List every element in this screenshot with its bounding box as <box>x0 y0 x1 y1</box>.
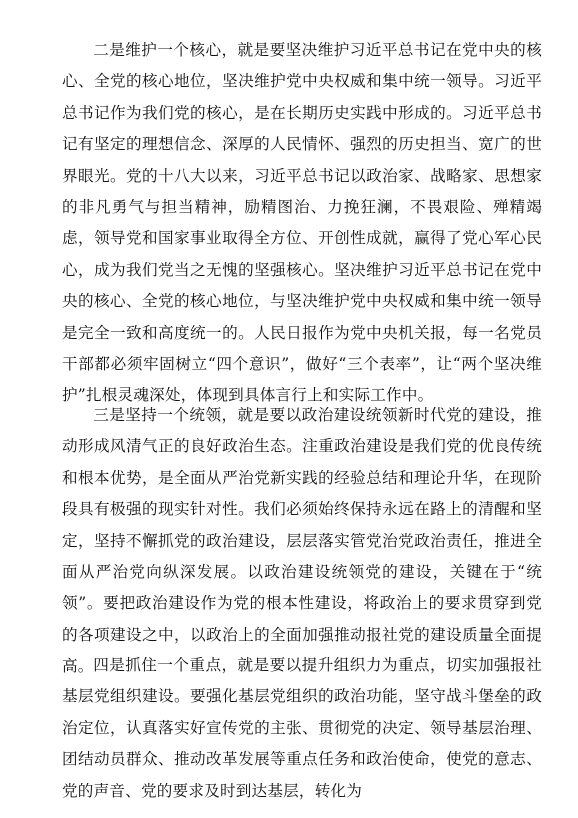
paragraph-grassroots-organization: 四是抓住一个重点，就是要以提升组织力为重点，切实加强报社基层党组织建设。要强化基层党组织的政治功能，坚守战斗堡垒的政治定位，认真落实好宣传党的主张、贯彻党的决定、领导基层治理、团结动员群众、推动改革发展等重点任务和政治使命，使党的意志、党的声音、党的要求及时到达基层，转化为 <box>62 656 542 800</box>
paragraph-maintain-core: 二是维护一个核心，就是要坚决维护习近平总书记在党中央的核心、全党的核心地位，坚决维护党中央权威和集中统一领导。习近平总书记作为我们党的核心，是在长期历史实践中形成的。习近平总书记有坚定的理想信念、深厚的人民情怀、强烈的历史担当、宽广的世界眼光。党的十八大以来，习近平总书记以政治家、战略家、思想家的非凡勇气与担当精神，励精图治、力挽狂澜，不畏艰险、殚精竭虑，领导党和国家事业取得全方位、开创性成就，赢得了党心军心民心，成为我们党当之无愧的坚强核心。坚决维护习近平总书记在党中央的核心、全党的核心地位，与坚决维护党中央权威和集中统一领导是完全一致和高度统一的。人民日报作为党中央机关报，每一名党员干部都必须牢固树立“四个意识”，做好“三个表率”，让“两个坚决维护”扎根灵魂深处，体现到具体言行上和实际工作中。 <box>62 41 542 405</box>
paragraph-political-leadership: 三是坚持一个统领，就是要以政治建设统领新时代党的建设，推动形成风清气正的良好政治生态。注重政治建设是我们党的优良传统和根本优势，是全面从严治党新实践的经验总结和理论升华，在现阶段具有极强的现实针对性。我们必须始终保持永远在路上的清醒和坚定，坚持不懈抓党的政治建设，层层落实管党治党政治责任，推进全面从严治党向纵深发展。以政治建设统领党的建设，关键在于“统领”。要把政治建设作为党的根本性建设，将政治上的要求贯穿到党的各项建设之中，以政治上的全面加强推动报社党的建设质量全面提高。 <box>62 406 542 676</box>
